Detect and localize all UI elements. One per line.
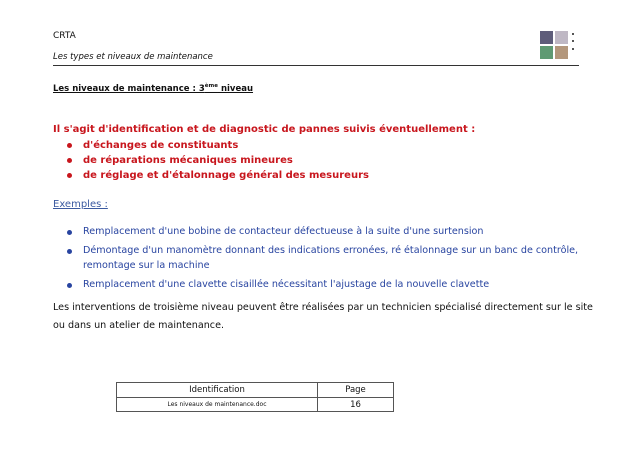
page-number-cell: 16 [318,398,394,412]
document-title: Les types et niveaux de maintenance [53,52,213,62]
logo-dot [572,48,574,50]
logo-square-4 [555,46,568,59]
logo-dot [572,40,574,42]
list-item: d'échanges de constituants [53,138,369,153]
section-title-superscript: ème [204,83,218,89]
logo-square-2 [555,31,568,44]
list-item: Démontage d'un manomètre donnant des indications erronées, ré étalonnage sur un banc de contrôle, remontage sur la machine [53,243,593,274]
header-divider [53,65,579,66]
footer-table [116,382,394,412]
body-paragraph: Les interventions de troisième niveau peuvent être réalisées par un technicien spécialisé directement sur le site ou dans un atelier de maintenance. [53,302,593,331]
intro-text: Il s'agit d'identification et de diagnostic de pannes suivis éventuellement : [53,124,476,135]
logo-dot [572,33,574,35]
section-title-prefix: Les niveaux de maintenance : 3 [53,83,205,94]
examples-list [53,224,593,295]
page-header: Page [318,383,394,398]
logo-square-3 [540,46,553,59]
logo-square-1 [540,31,553,44]
list-item: Remplacement d'une bobine de contacteur défectueuse à la suite d'une surtension [53,224,593,240]
list-item: de réglage et d'étalonnage général des mesureurs [53,168,369,183]
section-title [53,83,253,94]
organization-name: CRTA [53,31,76,41]
diagnostic-list [53,138,369,183]
list-item: de réparations mécaniques mineures [53,153,369,168]
logo [538,28,584,60]
identification-header: Identification [117,383,318,398]
section-title-suffix: niveau [217,83,254,94]
list-item: Remplacement d'une clavette cisaillée nécessitant l'ajustage de la nouvelle clavette [53,277,593,293]
filename-cell: Les niveaux de maintenance.doc [117,398,318,412]
examples-heading: Exemples : [53,199,108,210]
